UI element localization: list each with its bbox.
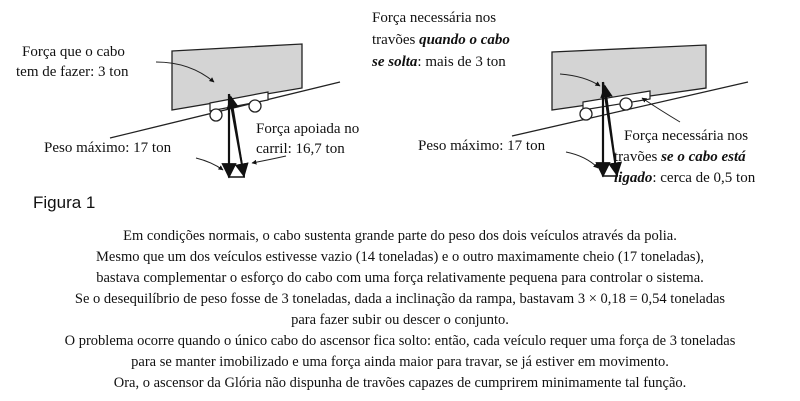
wheel [620,98,632,110]
caption-line: para se manter imobilizado e uma força ainda maior para travar, se já estiver em movimento. [131,354,669,370]
label-brakes-tied-line1: Força necessária nos [624,128,749,144]
leader-weight [566,152,598,168]
right-diagram [371,10,756,186]
leader-rail [252,156,286,163]
figure-caption [0,226,800,394]
cable-force-vector [231,97,244,177]
figure-title: Figura 1 [33,193,96,212]
label-weight: Peso máximo: 17 ton [418,138,546,154]
caption-line: O problema ocorre quando o único cabo do ascensor fica solto: então, cada veículo requer uma força de 3 toneladas [64,333,736,349]
label-weight: Peso máximo: 17 ton [44,140,172,156]
label-brakes-loose-line1: Força necessária nos [372,10,497,26]
wheel [210,109,222,121]
label-brakes-tied-line3: ligado: cerca de 0,5 ton [614,170,756,186]
caption-line: Ora, o ascensor da Glória não dispunha de travões capazes de cumprirem minimamente tal função. [113,375,687,391]
label-brakes-loose-line3: se solta: mais de 3 ton [372,54,506,70]
caption-line: Mesmo que um dos veículos estivesse vazio (14 toneladas) e o outro maximamente cheio (17 toneladas), [95,249,705,265]
caption-line: Se o desequilíbrio de peso fosse de 3 toneladas, dada a inclinação da rampa, bastavam 3 × 0,18 = 0,54 toneladas [74,291,726,307]
label-rail-line1: Força apoiada no [256,121,360,137]
caption-line: bastava complementar o esforço do cabo com uma força relativamente pequena para controlar o sistema. [96,270,704,286]
label-cable-line1: Força que o cabo [22,44,125,60]
force-diagrams [0,0,800,200]
caption-line: Em condições normais, o cabo sustenta grande parte do peso dos dois veículos através da polia. [123,228,677,244]
wheel [249,100,261,112]
label-brakes-tied-line2: travões se o cabo está [614,149,746,165]
label-brakes-loose-line2: travões quando o cabo [372,32,510,48]
label-rail-line2: carril: 16,7 ton [256,141,345,157]
caption-line: para fazer subir ou descer o conjunto. [291,312,509,328]
left-diagram [16,44,359,177]
label-cable-line2: tem de fazer: 3 ton [16,64,129,80]
wheel [580,108,592,120]
leader-weight [196,158,223,170]
